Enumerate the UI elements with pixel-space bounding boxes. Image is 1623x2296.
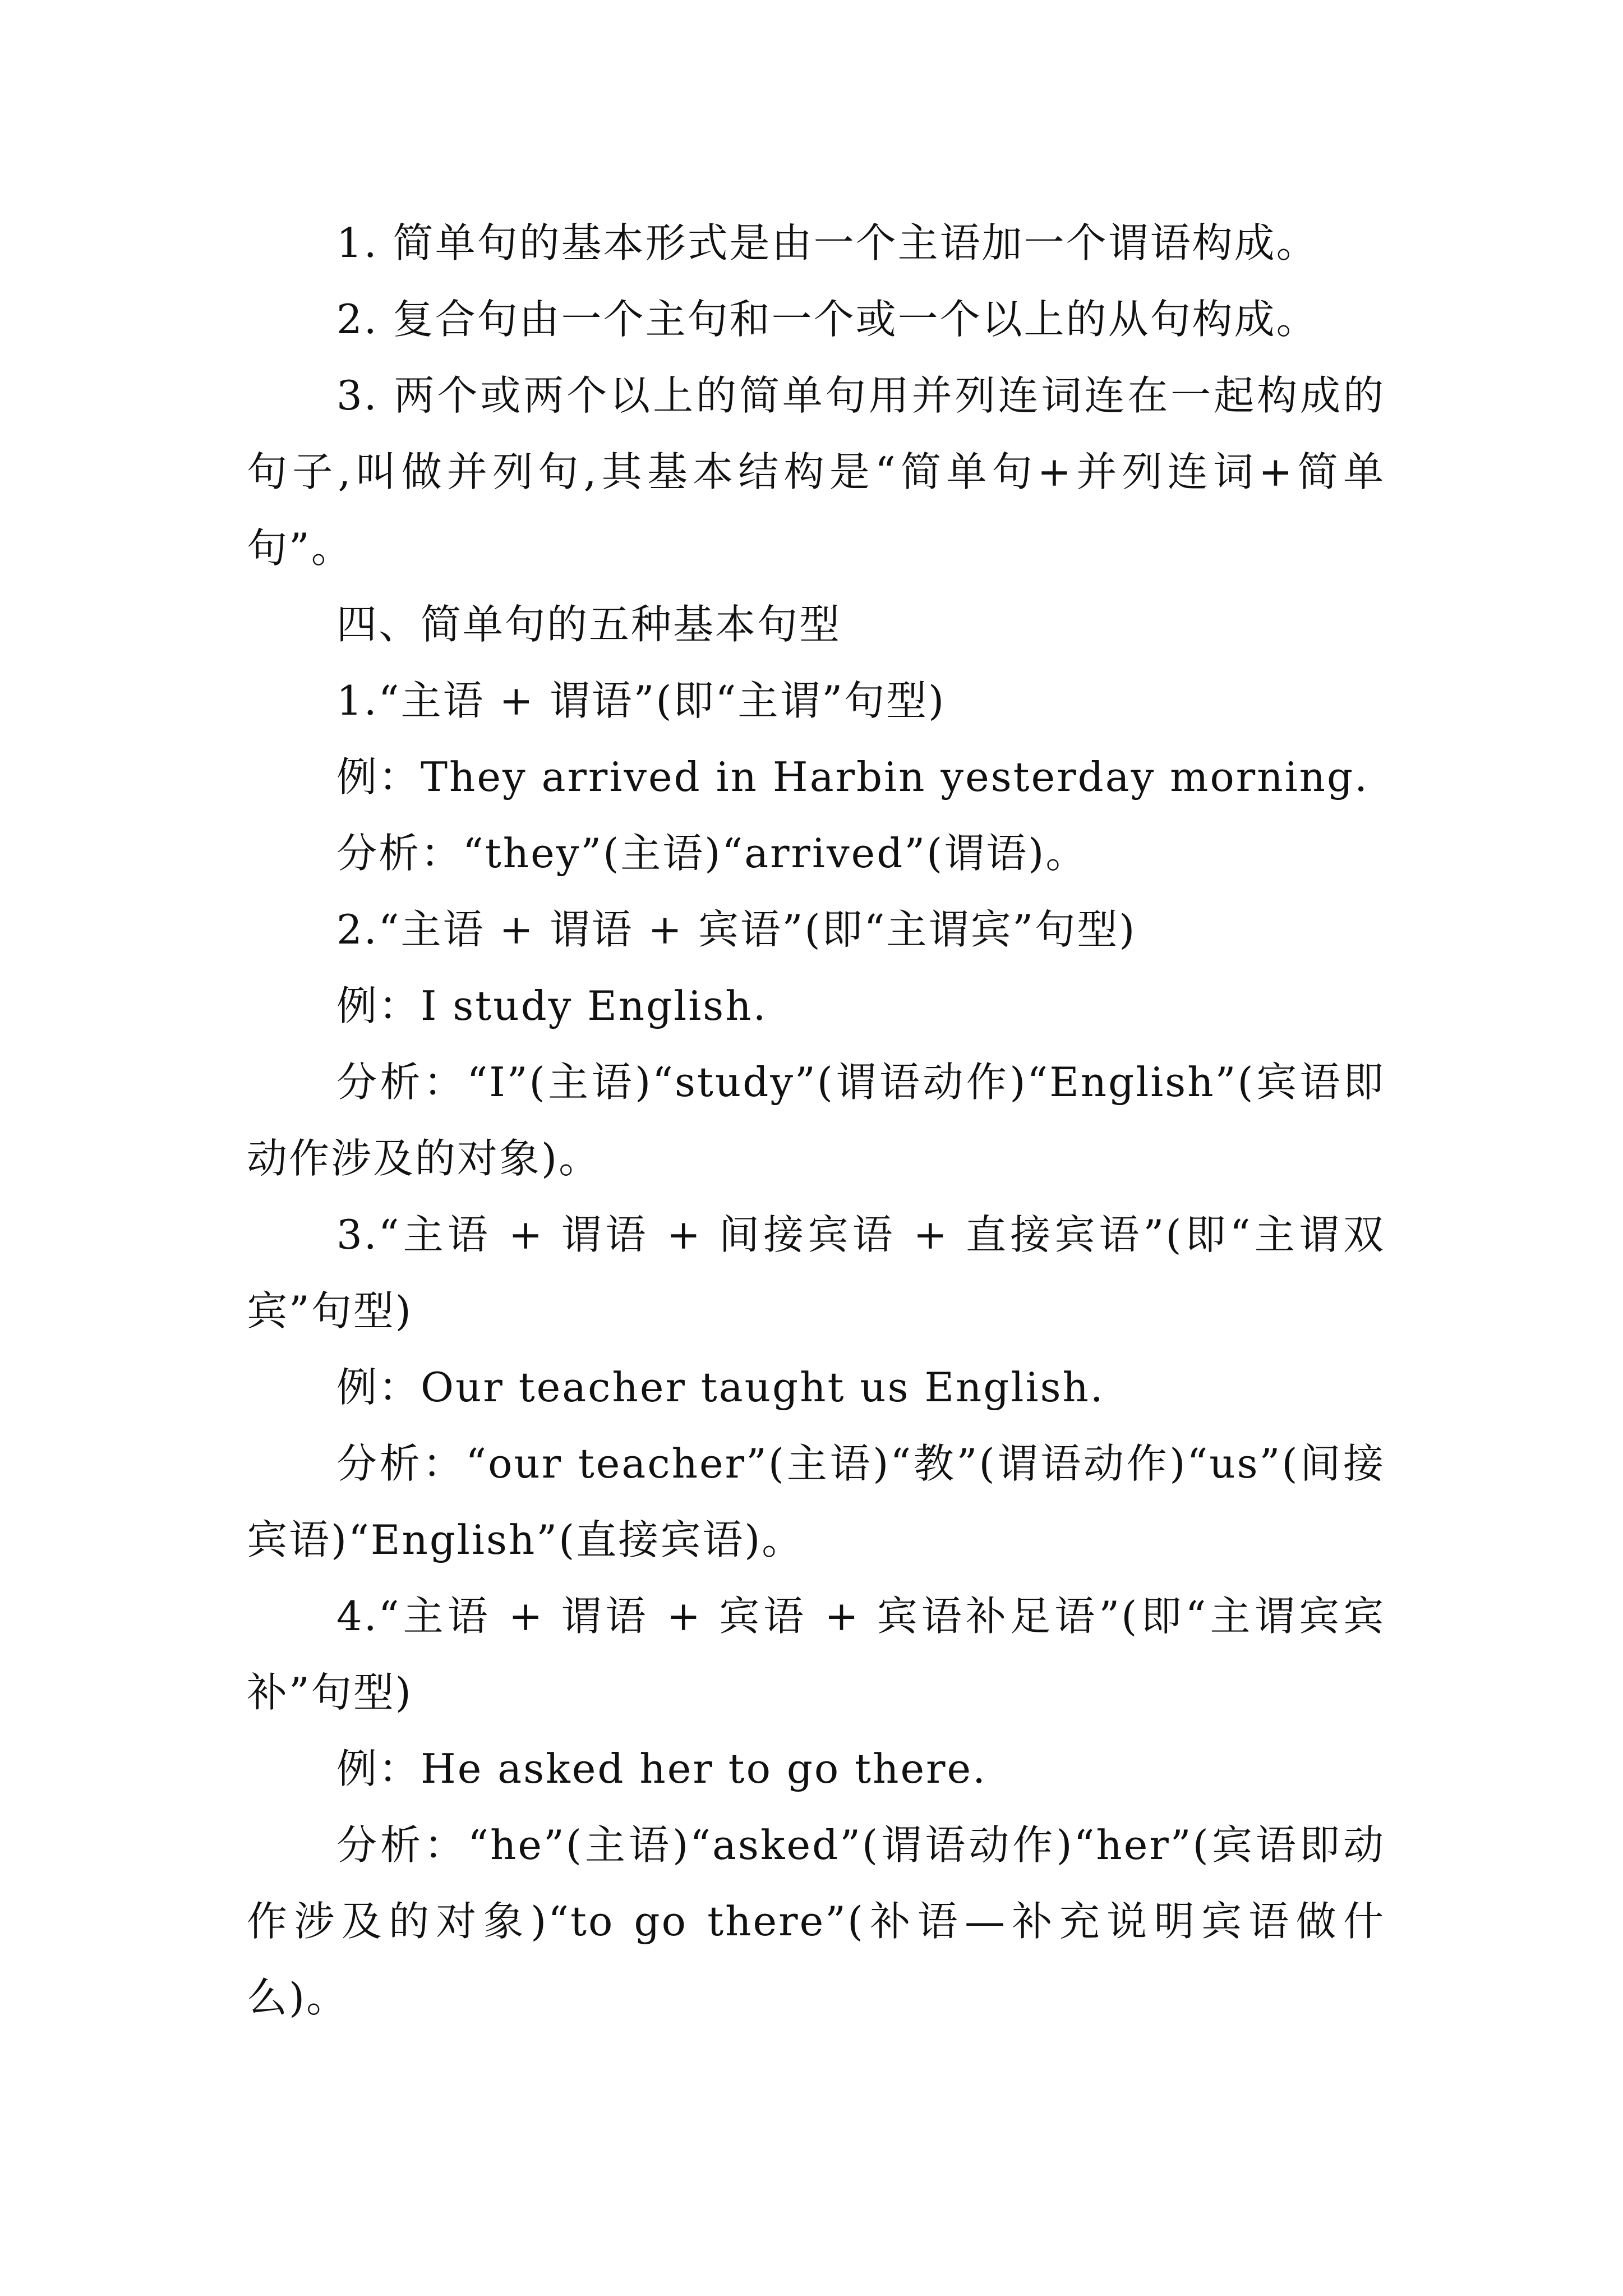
- section-heading-five-patterns: 四、简单句的五种基本句型: [336, 601, 842, 648]
- pattern-4-heading: 4.“主语 + 谓语 + 宾语 + 宾语补足语”(即“主谓宾宾补”句型): [247, 1593, 1385, 1716]
- pattern-3-analysis: 分析：“our teacher”(主语)“教”(谓语动作)“us”(间接宾语)“English”(直接宾语)。: [247, 1440, 1385, 1563]
- pattern-4-analysis: 分析：“he”(主语)“asked”(谓语动作)“her”(宾语即动作涉及的对象)“to go there”(补语—补充说明宾语做什么)。: [247, 1821, 1385, 2021]
- document-body: [247, 205, 1385, 2036]
- pattern-2-analysis: 分析：“I”(主语)“study”(谓语动作)“English”(宾语即动作涉及的对象)。: [247, 1059, 1385, 1182]
- pattern-2-heading: 2.“主语 + 谓语 + 宾语”(即“主谓宾”句型): [336, 906, 1137, 953]
- pattern-3-heading: 3.“主语 + 谓语 + 间接宾语 + 直接宾语”(即“主谓双宾”句型): [247, 1211, 1385, 1335]
- paragraph-compound-sentence: 3. 两个或两个以上的简单句用并列连词连在一起构成的句子,叫做并列句,其基本结构是“简单句+并列连词+简单句”。: [247, 372, 1385, 572]
- pattern-1-example: 例：They arrived in Harbin yesterday morning.: [336, 753, 1369, 800]
- pattern-3-example: 例：Our teacher taught us English.: [336, 1364, 1105, 1411]
- pattern-2-example: 例：I study English.: [336, 982, 768, 1029]
- paragraph-simple-sentence-form: 1. 简单句的基本形式是由一个主语加一个谓语构成。: [336, 219, 1318, 266]
- paragraph-complex-sentence: 2. 复合句由一个主句和一个或一个以上的从句构成。: [336, 296, 1318, 343]
- pattern-1-analysis: 分析：“they”(主语)“arrived”(谓语)。: [336, 830, 1088, 877]
- pattern-1-heading: 1.“主语 + 谓语”(即“主谓”句型): [336, 677, 946, 724]
- pattern-4-example: 例：He asked her to go there.: [336, 1745, 987, 1792]
